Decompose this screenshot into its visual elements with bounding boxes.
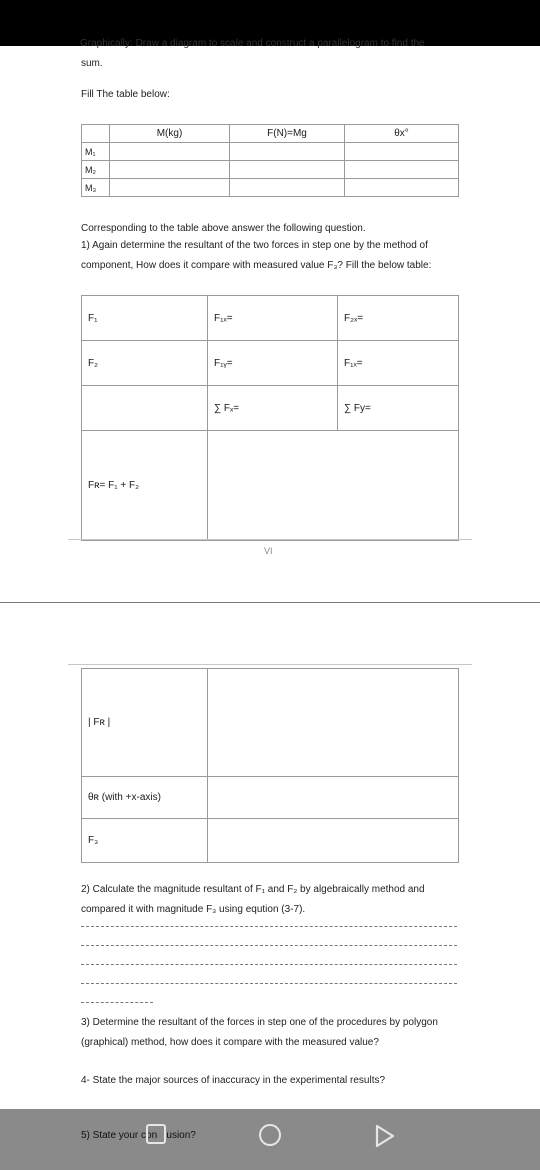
page-edge-line <box>68 539 472 540</box>
label-fr: Fʀ= F₁ + F₂ <box>82 431 208 541</box>
label-f3: F₃ <box>82 819 208 863</box>
label-theta-r: θʀ (with +x-axis) <box>82 777 208 819</box>
answer-line <box>81 1002 153 1003</box>
f3-answer-cell[interactable] <box>208 819 459 863</box>
row-label-m2: M₂ <box>82 161 110 179</box>
question-5: 5) State your con lusion? <box>81 1130 196 1141</box>
col-header-mass: M(kg) <box>110 125 230 143</box>
resultant-answer-cell[interactable] <box>208 431 459 541</box>
angle-answer-cell[interactable] <box>208 777 459 819</box>
label-f1: F₁ <box>82 296 208 341</box>
table-cell[interactable] <box>110 179 230 197</box>
label-f2x: F₂ₓ= <box>338 296 459 341</box>
table-cell[interactable] <box>345 179 459 197</box>
question-2: 2) Calculate the magnitude resultant of F₁ and F₂ by algebraically method and compared it with magnitude F₃ using eqution (3-7). <box>81 884 425 915</box>
table-cell[interactable] <box>82 386 208 431</box>
answer-line <box>81 964 457 965</box>
answer-line <box>81 983 457 984</box>
home-circle-icon[interactable] <box>259 1124 281 1146</box>
recents-square-icon[interactable] <box>146 1124 166 1144</box>
page-break-line <box>0 602 540 603</box>
table-cell[interactable] <box>110 161 230 179</box>
label-sum-fx: ∑ Fₓ= <box>208 386 338 431</box>
label-f1y: F₁ᵧ= <box>208 341 338 386</box>
table-corner-cell <box>82 125 110 143</box>
back-triangle-icon[interactable] <box>374 1124 396 1153</box>
cut-off-text: Graphically: Draw a diagram to scale and construct a parallelogram to find the <box>80 38 425 49</box>
table-cell[interactable] <box>230 143 345 161</box>
mass-force-table <box>81 124 459 197</box>
label-sum-fy: ∑ Fy= <box>338 386 459 431</box>
resultant-table <box>81 668 459 863</box>
answer-line <box>81 945 457 946</box>
row-label-m1: M₁ <box>82 143 110 161</box>
page-edge-line <box>68 664 472 665</box>
sum-text: sum. <box>81 58 103 69</box>
col-header-angle: θx° <box>345 125 459 143</box>
table-cell[interactable] <box>345 161 459 179</box>
row-label-m3: M₃ <box>82 179 110 197</box>
question-3: 3) Determine the resultant of the forces in step one of the procedures by polygon (graphical) method, how does it compare with the measured value? <box>81 1017 438 1048</box>
table-cell[interactable] <box>345 143 459 161</box>
label-f1x-second: F₁ₓ= <box>338 341 459 386</box>
label-fr-magnitude: | Fʀ | <box>82 669 208 777</box>
corresponding-text: Corresponding to the table above answer the following question. <box>81 223 366 234</box>
label-f2: F₂ <box>82 341 208 386</box>
table-cell[interactable] <box>230 161 345 179</box>
fill-table-heading: Fill The table below: <box>81 89 170 100</box>
table-cell[interactable] <box>110 143 230 161</box>
answer-line <box>81 926 457 927</box>
table-cell[interactable] <box>230 179 345 197</box>
col-header-force: F(N)=Mg <box>230 125 345 143</box>
components-table <box>81 295 459 541</box>
label-f1x: F₁ₓ= <box>208 296 338 341</box>
page-marker: VI <box>264 546 273 556</box>
question-4: 4- State the major sources of inaccuracy in the experimental results? <box>81 1075 386 1086</box>
question-1: 1) Again determine the resultant of the two forces in step one by the method of component, How does it compare with measured value F₃? Fill the below table: <box>81 240 432 271</box>
magnitude-answer-cell[interactable] <box>208 669 459 777</box>
